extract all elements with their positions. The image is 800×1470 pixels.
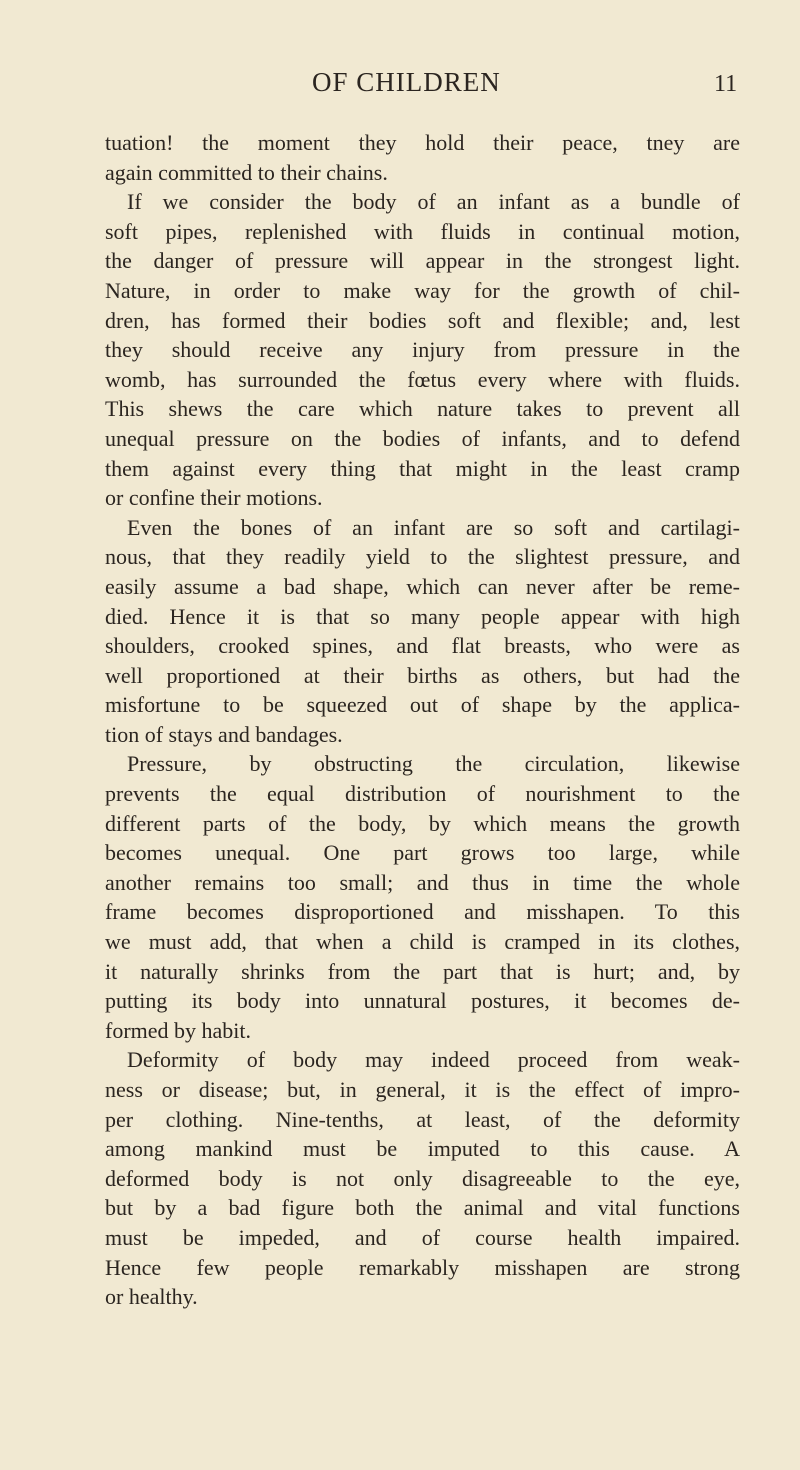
running-title: OF CHILDREN bbox=[312, 67, 501, 97]
text-line: becomes unequal. One part grows too large, while bbox=[105, 840, 740, 866]
text-line: among mankind must be imputed to this cause. A bbox=[105, 1136, 740, 1162]
text-line: must be impeded, and of course health impaired. bbox=[105, 1224, 740, 1250]
text-line: Nature, in order to make way for the growth of chil- bbox=[105, 277, 740, 303]
text-line: but by a bad figure both the animal and vital functions bbox=[105, 1195, 740, 1221]
text-line: formed by habit. bbox=[105, 1017, 252, 1043]
text-line: we must add, that when a child is cramped in its clothes, bbox=[105, 929, 740, 955]
text-line: deformed body is not only disagreeable to the eye, bbox=[105, 1165, 740, 1191]
text-line: Deformity of body may indeed proceed from weak- bbox=[127, 1047, 740, 1073]
text-line: frame becomes disproportioned and misshapen. To this bbox=[105, 899, 740, 925]
text-line: well proportioned at their births as others, but had the bbox=[105, 662, 740, 688]
text-line: unequal pressure on the bodies of infants, and to defend bbox=[105, 425, 740, 451]
text-line: dren, has formed their bodies soft and flexible; and, lest bbox=[105, 307, 740, 333]
text-line: soft pipes, replenished with fluids in continual motion, bbox=[105, 218, 740, 244]
text-line: easily assume a bad shape, which can never after be reme- bbox=[105, 573, 740, 599]
text-line: died. Hence it is that so many people appear with high bbox=[105, 603, 740, 629]
text-line: nous, that they readily yield to the slightest pressure, and bbox=[105, 544, 740, 570]
text-line: This shews the care which nature takes to prevent all bbox=[105, 396, 740, 422]
text-line: they should receive any injury from pressure in the bbox=[105, 337, 740, 363]
text-line: ness or disease; but, in general, it is the effect of impro- bbox=[105, 1077, 740, 1102]
text-line: tion of stays and bandages. bbox=[105, 721, 343, 747]
page-number: 11 bbox=[714, 71, 738, 97]
body-text bbox=[105, 128, 740, 1312]
text-line: different parts of the body, by which means the growth bbox=[105, 810, 740, 836]
text-line: or healthy. bbox=[105, 1284, 198, 1310]
running-head bbox=[0, 64, 800, 100]
text-line: them against every thing that might in the least cramp bbox=[105, 455, 740, 481]
text-line: Hence few people remarkably misshapen are strong bbox=[105, 1254, 740, 1280]
text-line: shoulders, crooked spines, and flat breasts, who were as bbox=[105, 633, 740, 659]
text-line: If we consider the body of an infant as a bundle of bbox=[127, 189, 740, 215]
text-line: per clothing. Nine-tenths, at least, of the deformity bbox=[105, 1106, 740, 1132]
text-line: again committed to their chains. bbox=[105, 159, 388, 185]
text-line: Pressure, by obstructing the circulation, likewise bbox=[127, 751, 740, 777]
text-line: misfortune to be squeezed out of shape by the applica- bbox=[105, 692, 740, 718]
text-line: tuation! the moment they hold their peace, tney are bbox=[105, 130, 740, 155]
text-line: womb, has surrounded the fœtus every where with fluids. bbox=[105, 366, 740, 392]
text-line: it naturally shrinks from the part that is hurt; and, by bbox=[105, 958, 740, 984]
text-line: another remains too small; and thus in time the whole bbox=[105, 869, 740, 895]
text-line: or confine their motions. bbox=[105, 485, 323, 511]
text-line: putting its body into unnatural postures, it becomes de- bbox=[105, 988, 740, 1014]
text-line: Even the bones of an infant are so soft and cartilagi- bbox=[127, 514, 740, 540]
text-line: the danger of pressure will appear in the strongest light. bbox=[105, 248, 740, 274]
text-line: prevents the equal distribution of nourishment to the bbox=[105, 781, 740, 807]
